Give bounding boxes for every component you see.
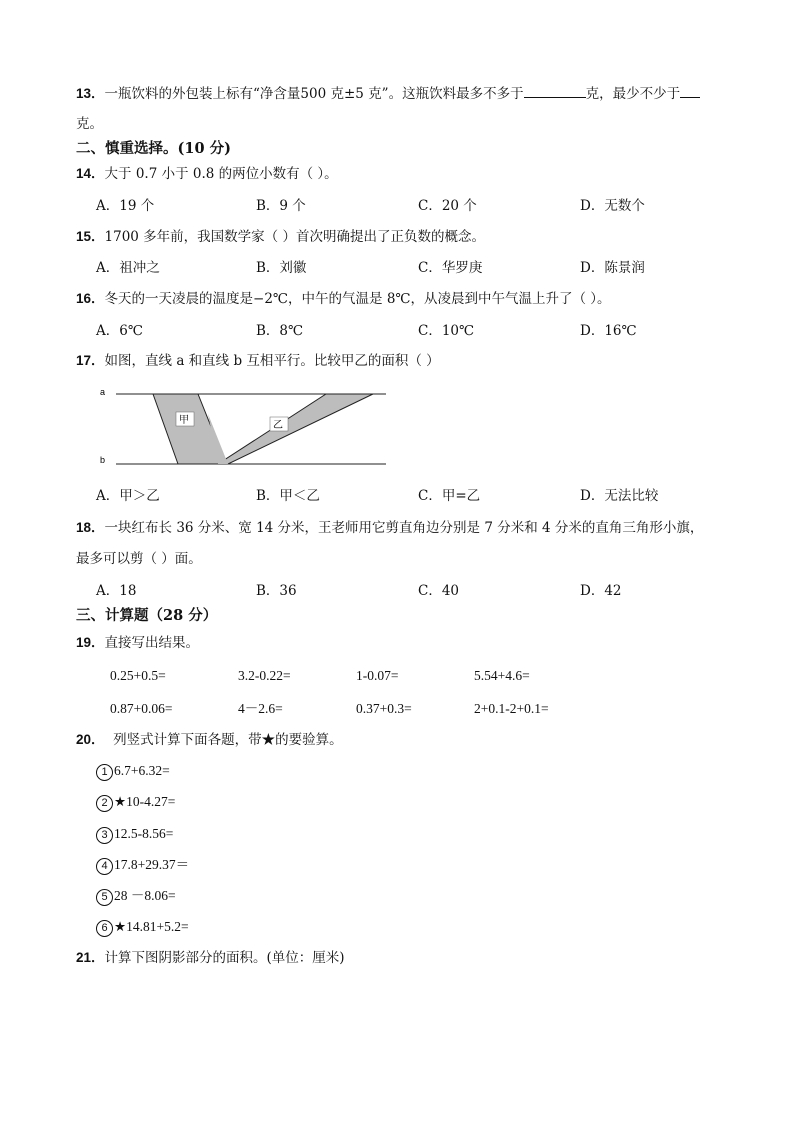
line-b-label: b	[100, 455, 106, 465]
question-number: 17．	[76, 353, 105, 368]
question-text: 计算下图阴影部分的面积。(单位：厘米)	[104, 950, 345, 966]
vertical-calc-item	[96, 793, 175, 812]
section-title: 二、慎重选择。(10 分)	[76, 140, 231, 157]
answer-blank[interactable]	[524, 83, 586, 98]
circled-number: 5	[96, 889, 113, 906]
question-13-line2: 克。	[76, 116, 103, 132]
question-text: 直接写出结果。	[104, 635, 200, 651]
question-15	[76, 228, 485, 246]
calc-expression: ★10-4.27=	[114, 794, 176, 809]
circled-number: 2	[96, 795, 113, 812]
calc-item: 0.37+0.3=	[356, 701, 412, 716]
option-a[interactable]: A．6℃	[96, 323, 143, 339]
option-c[interactable]: C．40	[418, 583, 460, 599]
vertical-calc-item	[96, 887, 176, 906]
option-b[interactable]: B．9 个	[256, 198, 306, 214]
calc-item: 0.25+0.5=	[110, 668, 166, 683]
question-number: 20．	[76, 732, 105, 747]
question-number: 15．	[76, 229, 105, 244]
question-number: 16．	[76, 291, 105, 306]
question-text: 克，最少不少于	[585, 86, 681, 102]
question-number: 13．	[76, 86, 105, 101]
option-d[interactable]: D．无数个	[580, 198, 645, 214]
question-17	[76, 352, 440, 370]
option-b[interactable]: B．甲＜乙	[256, 488, 320, 504]
option-d[interactable]: D．16℃	[580, 323, 637, 339]
question-text: 列竖式计算下面各题，带★的要验算。	[113, 732, 343, 748]
parallel-lines-figure	[96, 384, 396, 474]
option-b[interactable]: B．刘徽	[256, 260, 307, 276]
shape-label-yi: 乙	[273, 420, 283, 431]
option-c[interactable]: C．10℃	[418, 323, 475, 339]
question-number: 14．	[76, 166, 105, 181]
option-a[interactable]: A．祖冲之	[96, 260, 160, 276]
circled-number: 4	[96, 858, 113, 875]
question-14	[76, 165, 338, 183]
vertical-calc-item	[96, 918, 189, 937]
calc-item: 5.54+4.6=	[474, 668, 530, 683]
option-c[interactable]: C．20 个	[418, 198, 477, 214]
question-text: 一块红布长 36 分米、宽 14 分米，王老师用它剪直角边分别是 7 分米和 4 分米的直角三角形小旗，	[104, 520, 704, 536]
question-text: 大于 0.7 小于 0.8 的两位小数有（ ）。	[104, 166, 338, 182]
calc-expression: ★14.81+5.2=	[114, 919, 189, 934]
option-a[interactable]: A．18	[96, 583, 137, 599]
option-a[interactable]: A．19 个	[96, 198, 155, 214]
question-16	[76, 290, 611, 308]
answer-blank[interactable]	[680, 83, 700, 98]
calc-item: 1-0.07=	[356, 668, 399, 683]
calc-item: 4－2.6=	[238, 701, 283, 716]
calc-item: 2+0.1-2+0.1=	[474, 701, 549, 716]
calc-expression: 17.8+29.37＝	[114, 857, 190, 872]
circled-number: 1	[96, 764, 113, 781]
option-b[interactable]: B．8℃	[256, 323, 304, 339]
question-13-line1	[76, 83, 700, 103]
option-a[interactable]: A．甲＞乙	[96, 488, 160, 504]
option-d[interactable]: D．无法比较	[580, 488, 659, 504]
shape-label-jia: 甲	[179, 415, 189, 426]
question-18-line1	[76, 519, 703, 537]
option-c[interactable]: C．华罗庚	[418, 260, 483, 276]
parallelogram-jia	[153, 394, 226, 464]
question-text: 1700 多年前，我国数学家（ ）首次明确提出了正负数的概念。	[104, 229, 485, 245]
question-text: 一瓶饮料的外包装上标有“净含量500 克±5 克”。这瓶饮料最多不多于	[104, 86, 524, 102]
vertical-calc-item	[96, 825, 173, 844]
question-text: 冬天的一天凌晨的温度是−2℃，中午的气温是 8℃，从凌晨到中午气温上升了（ ）。	[104, 291, 611, 307]
calc-item: 0.87+0.06=	[110, 701, 173, 716]
circled-number: 3	[96, 827, 113, 844]
section-title: 三、计算题（28 分）	[76, 607, 218, 624]
calc-expression: 28 －8.06=	[114, 888, 176, 903]
question-number: 19．	[76, 635, 105, 650]
vertical-calc-item	[96, 762, 170, 781]
option-c[interactable]: C．甲=乙	[418, 488, 481, 504]
option-b[interactable]: B．36	[256, 583, 297, 599]
circled-number: 6	[96, 920, 113, 937]
calc-expression: 12.5-8.56=	[114, 826, 174, 841]
vertical-calc-item	[96, 856, 189, 875]
question-19	[76, 634, 199, 652]
question-21	[76, 949, 345, 967]
line-a-label: a	[100, 387, 106, 397]
question-number: 21．	[76, 950, 105, 965]
parallelogram-yi	[218, 394, 373, 464]
question-20	[76, 731, 343, 749]
calc-item: 3.2-0.22=	[238, 668, 291, 683]
question-18-line2: 最多可以剪（ ）面。	[76, 551, 202, 567]
option-d[interactable]: D．陈景润	[580, 260, 645, 276]
question-text: 如图，直线 a 和直线 b 互相平行。比较甲乙的面积（ ）	[104, 353, 440, 369]
option-d[interactable]: D．42	[580, 583, 622, 599]
question-number: 18．	[76, 520, 105, 535]
calc-expression: 6.7+6.32=	[114, 763, 170, 778]
